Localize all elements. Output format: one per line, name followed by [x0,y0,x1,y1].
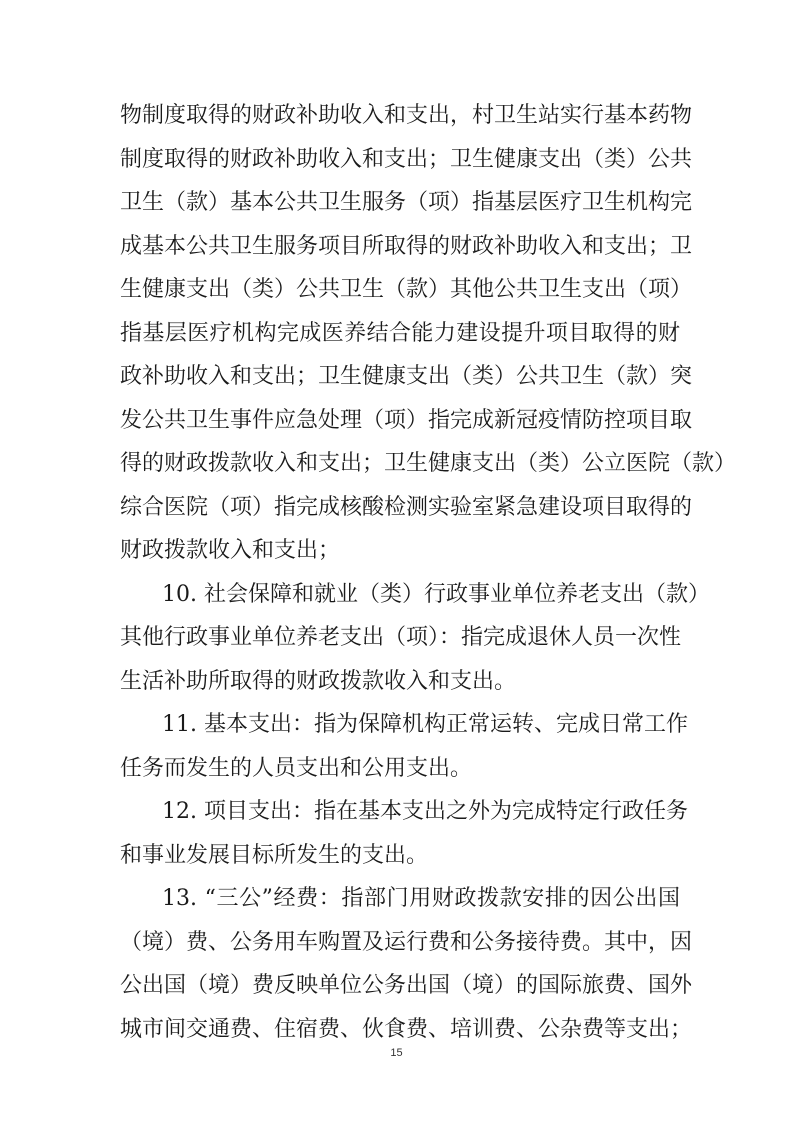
body-text-line: （境）费、公务用车购置及运行费和公务接待费。其中，因 [120,930,693,955]
paragraph-12-first-line: 12. 项目支出：指在基本支出之外为完成特定行政任务 [162,799,688,824]
body-text-line: 城市间交通费、住宿费、伙食费、培训费、公杂费等支出； [120,1017,693,1042]
body-text-line: 其他行政事业单位养老支出（项）：指完成退休人员一次性 [120,625,682,650]
body-text-line: 指基层医疗机构完成医养结合能力建设提升项目取得的财 [120,321,680,346]
paragraph-13-first-line: 13. “三公”经费：指部门用财政拨款安排的因公出国 [162,886,680,911]
body-text-line: 生活补助所取得的财政拨款收入和支出。 [120,669,517,694]
body-text-line: 财政拨款收入和支出； [120,538,341,563]
body-text-line: 卫生（款）基本公共卫生服务（项）指基层医疗卫生机构完 [120,190,693,215]
body-text-line: 政补助收入和支出；卫生健康支出（类）公共卫生（款）突 [120,364,693,389]
body-text-line: 和事业发展目标所发生的支出。 [120,843,429,868]
body-text-line: 得的财政拨款收入和支出；卫生健康支出（类）公立医院（款） [120,451,737,476]
body-text-line: 任务而发生的人员支出和公用支出。 [120,756,473,781]
paragraph-10-first-line: 10. 社会保障和就业（类）行政事业单位养老支出（款） [162,582,710,607]
body-text-line: 公出国（境）费反映单位公务出国（境）的国际旅费、国外 [120,973,693,998]
body-text-line: 发公共卫生事件应急处理（项）指完成新冠疫情防控项目取 [120,408,693,433]
body-text-line: 制度取得的财政补助收入和支出；卫生健康支出（类）公共 [120,147,693,172]
paragraph-11-first-line: 11. 基本支出：指为保障机构正常运转、完成日常工作 [162,712,688,737]
body-text-line: 物制度取得的财政补助收入和支出，村卫生站实行基本药物 [120,103,693,128]
body-text-line: 成基本公共卫生服务项目所取得的财政补助收入和支出；卫 [120,234,693,259]
body-text-line: 综合医院（项）指完成核酸检测实验室紧急建设项目取得的 [120,495,693,520]
page-number: 15 [390,1047,403,1059]
body-text-line: 生健康支出（类）公共卫生（款）其他公共卫生支出（项） [120,277,693,302]
